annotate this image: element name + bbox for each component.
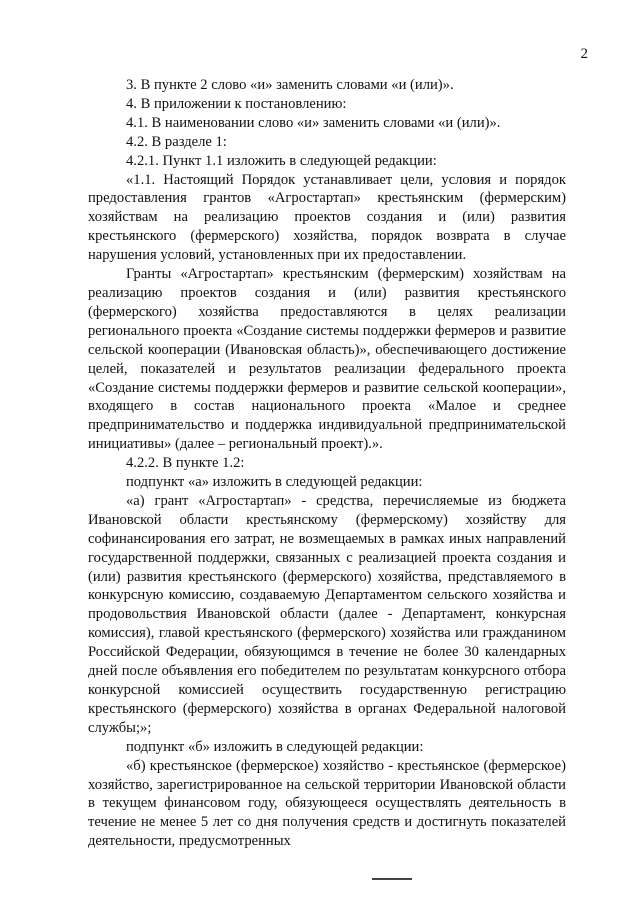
paragraph: 4.2.1. Пункт 1.1 изложить в следующей редакции: bbox=[126, 152, 437, 169]
paragraph: 3. В пункте 2 слово «и» заменить словами «и (или)». bbox=[126, 77, 454, 93]
paragraph: подпункт «б» изложить в следующей редакции: bbox=[126, 738, 424, 755]
paragraph: «1.1. Настоящий Порядок устанавливает цели, условия и порядок предоставления грантов «Агростартап» крестьянским (фермерским) хозяйствам на реализацию проектов создания и (или) развития крестьянского (фермерского) хозяйства, порядок возврата в случае нарушения условий, установленных при их предоставлении. bbox=[88, 171, 566, 264]
page-number: 2 bbox=[580, 46, 588, 62]
paragraph: 4.1. В наименовании слово «и» заменить словами «и (или)». bbox=[126, 114, 501, 131]
paragraph: «б) крестьянское (фермерское) хозяйство - крестьянское (фермерское) хозяйство, зарегистрированное на сельской территории Ивановской области в текущем финансовом году, обязующееся осуществлять деятельность в течение не менее 5 лет со дня получения средств и достигнуть показателей деятельности, предусмотренных bbox=[88, 757, 566, 850]
document-body bbox=[88, 76, 566, 851]
paragraph: 4.2. В разделе 1: bbox=[126, 133, 227, 150]
paragraph: подпункт «а» изложить в следующей редакции: bbox=[126, 474, 423, 491]
paragraph: 4.2.2. В пункте 1.2: bbox=[126, 455, 245, 472]
paragraph: 4. В приложении к постановлению: bbox=[126, 95, 347, 112]
paragraph: «а) грант «Агростартап» - средства, перечисляемые из бюджета Ивановской области крестьянскому (фермерскому) хозяйству для софинансирования его затрат, не возмещаемых в рамках иных направлений государственной поддержки, связанных с реализацией проекта создания и (или) развития крестьянского (фермерского) хозяйства, представляемого в конкурсную комиссию, создаваемую Департаментом сельского хозяйства и продовольствия Ивановской области (далее - Департамент, конкурсная комиссия), главой крестьянского (фермерского) хозяйства или гражданином Российской Федерации, обязующимся в течение не более 30 календарных дней после объявления его победителем по результатам конкурсного отбора конкурсной комиссией осуществить государственную регистрацию крестьянского (фермерского) хозяйства в органах Федеральной налоговой службы;»; bbox=[88, 492, 566, 736]
paragraph: Гранты «Агростартап» крестьянским (фермерским) хозяйствам на реализацию проектов создания и (или) развития крестьянского (фермерского) хозяйства предоставляются в целях реализации регионального проекта «Создание системы поддержки фермеров и развитие сельской кооперации (Ивановская область)», обеспечивающего достижение целей, показателей и результатов реализации федерального проекта «Создание системы поддержки фермеров и развитие сельской кооперации», входящего в состав национального проекта «Малое и среднее предпринимательство и поддержка индивидуальной предпринимательской инициативы» (далее – региональный проект).». bbox=[88, 266, 566, 453]
footer-scan-mark bbox=[372, 878, 412, 880]
